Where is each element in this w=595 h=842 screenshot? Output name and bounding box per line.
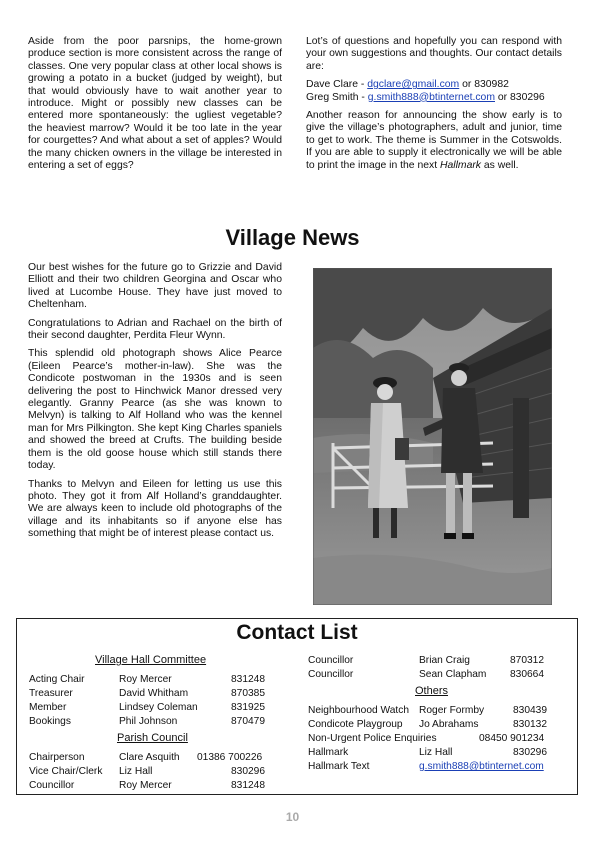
page-number: 10 xyxy=(285,810,300,824)
paragraph: Our best wishes for the future go to Grizzie and David Elliott and their two children Georgina and Oscar who lived at Lucombe House. They have just moved to Cheltenham. xyxy=(28,262,282,311)
parish-council-heading: Parish Council xyxy=(117,732,188,744)
email-link-greg[interactable]: g.smith888@btinternet.com xyxy=(367,91,495,103)
contact-line-greg: Greg Smith - g.smith888@btinternet.com or 830296 xyxy=(306,91,545,103)
contact-list-title: Contact List xyxy=(236,621,358,644)
article-column-top-left xyxy=(28,36,282,178)
paragraph: This splendid old photograph shows Alice Pearce (Eileen Pearce’s mother-in-law). She was the Condicote postwoman in the 1930s and is seen delivering the post to Hinchwick Manor dressed very elegantly. Granny Pearce (as she was known to Melvyn) is talking to Alf Holland who was the kennel man for Mrs Pilkington. She kept King Charles spaniels and showed the breed at Crufts. The building beside them is the old goose house which still stands there today. xyxy=(28,348,282,472)
email-link-hallmark-text[interactable]: g.smith888@btinternet.com xyxy=(419,761,544,772)
paragraph: Lot’s of questions and hopefully you can respond with your own suggestions and thoughts. Our contact details are: xyxy=(306,36,562,72)
old-photograph xyxy=(313,268,552,605)
section-heading: Village News xyxy=(225,225,360,250)
article-column-top-right xyxy=(306,36,562,178)
paragraph: Aside from the poor parsnips, the home-grown produce section is more consistent across the range of classes. One very popular class at other local shows is growing a potato in a bucket (judged by weight), but that would obviously have to wait another year to introduce. Might or possibly new classes can be entered more spontaneously: the ugliest vegetable? the heaviest marrow? Would it be too late in the year for courgettes? And what about a set of apples? Would the many chicken owners in the village be interested in entering a set of eggs? xyxy=(28,36,282,172)
village-news-column xyxy=(28,262,282,547)
email-link-dave[interactable]: dgclare@gmail.com xyxy=(367,79,460,91)
contact-list-box: Contact List Village Hall Committee Acting Chair Roy Mercer 831248 Treasurer David Whitham 870385 Member Lindsey Coleman 831925 Bookings Phil Johnson 870479 Parish Council Chairperson Clare Asquith 01386 700226 Vice Chair/Clerk Liz Hall 830296 Councillor Roy Mercer 831248 Councillor Brian Craig 870312 Councillor Sean Clapham 830664 Others Neighbourhood Watch Roger Formby 830439 Condicote Playgroup Jo Abrahams 830132 Non-Urgent Police Enquiries 08450 901234 Hallmark Liz Hall 830296 Hallmark Text g.smith888@btinternet.com xyxy=(16,618,578,795)
paragraph: Congratulations to Adrian and Rachael on the birth of their second daughter, Perdita Fleur Wynn. xyxy=(28,317,282,342)
others-heading: Others xyxy=(415,685,449,697)
contact-line-dave: Dave Clare - dgclare@gmail.com or 830982 xyxy=(306,79,509,91)
paragraph: Thanks to Melvyn and Eileen for letting us use this photo. They got it from Alf Holland’s granddaughter. We are always keen to include old photographs of the village and its inhabitants so if anyone else has something that might be of interest please contact us. xyxy=(28,478,282,540)
village-hall-committee-heading: Village Hall Committee xyxy=(95,654,207,666)
paragraph: Another reason for announcing the show early is to give the village’s photographers, adult and junior, time to get to work. The theme is Summer in the Cotswolds. If you are able to supply it electronically we will be able to print the image in the next Hallmark as well. xyxy=(306,110,562,171)
